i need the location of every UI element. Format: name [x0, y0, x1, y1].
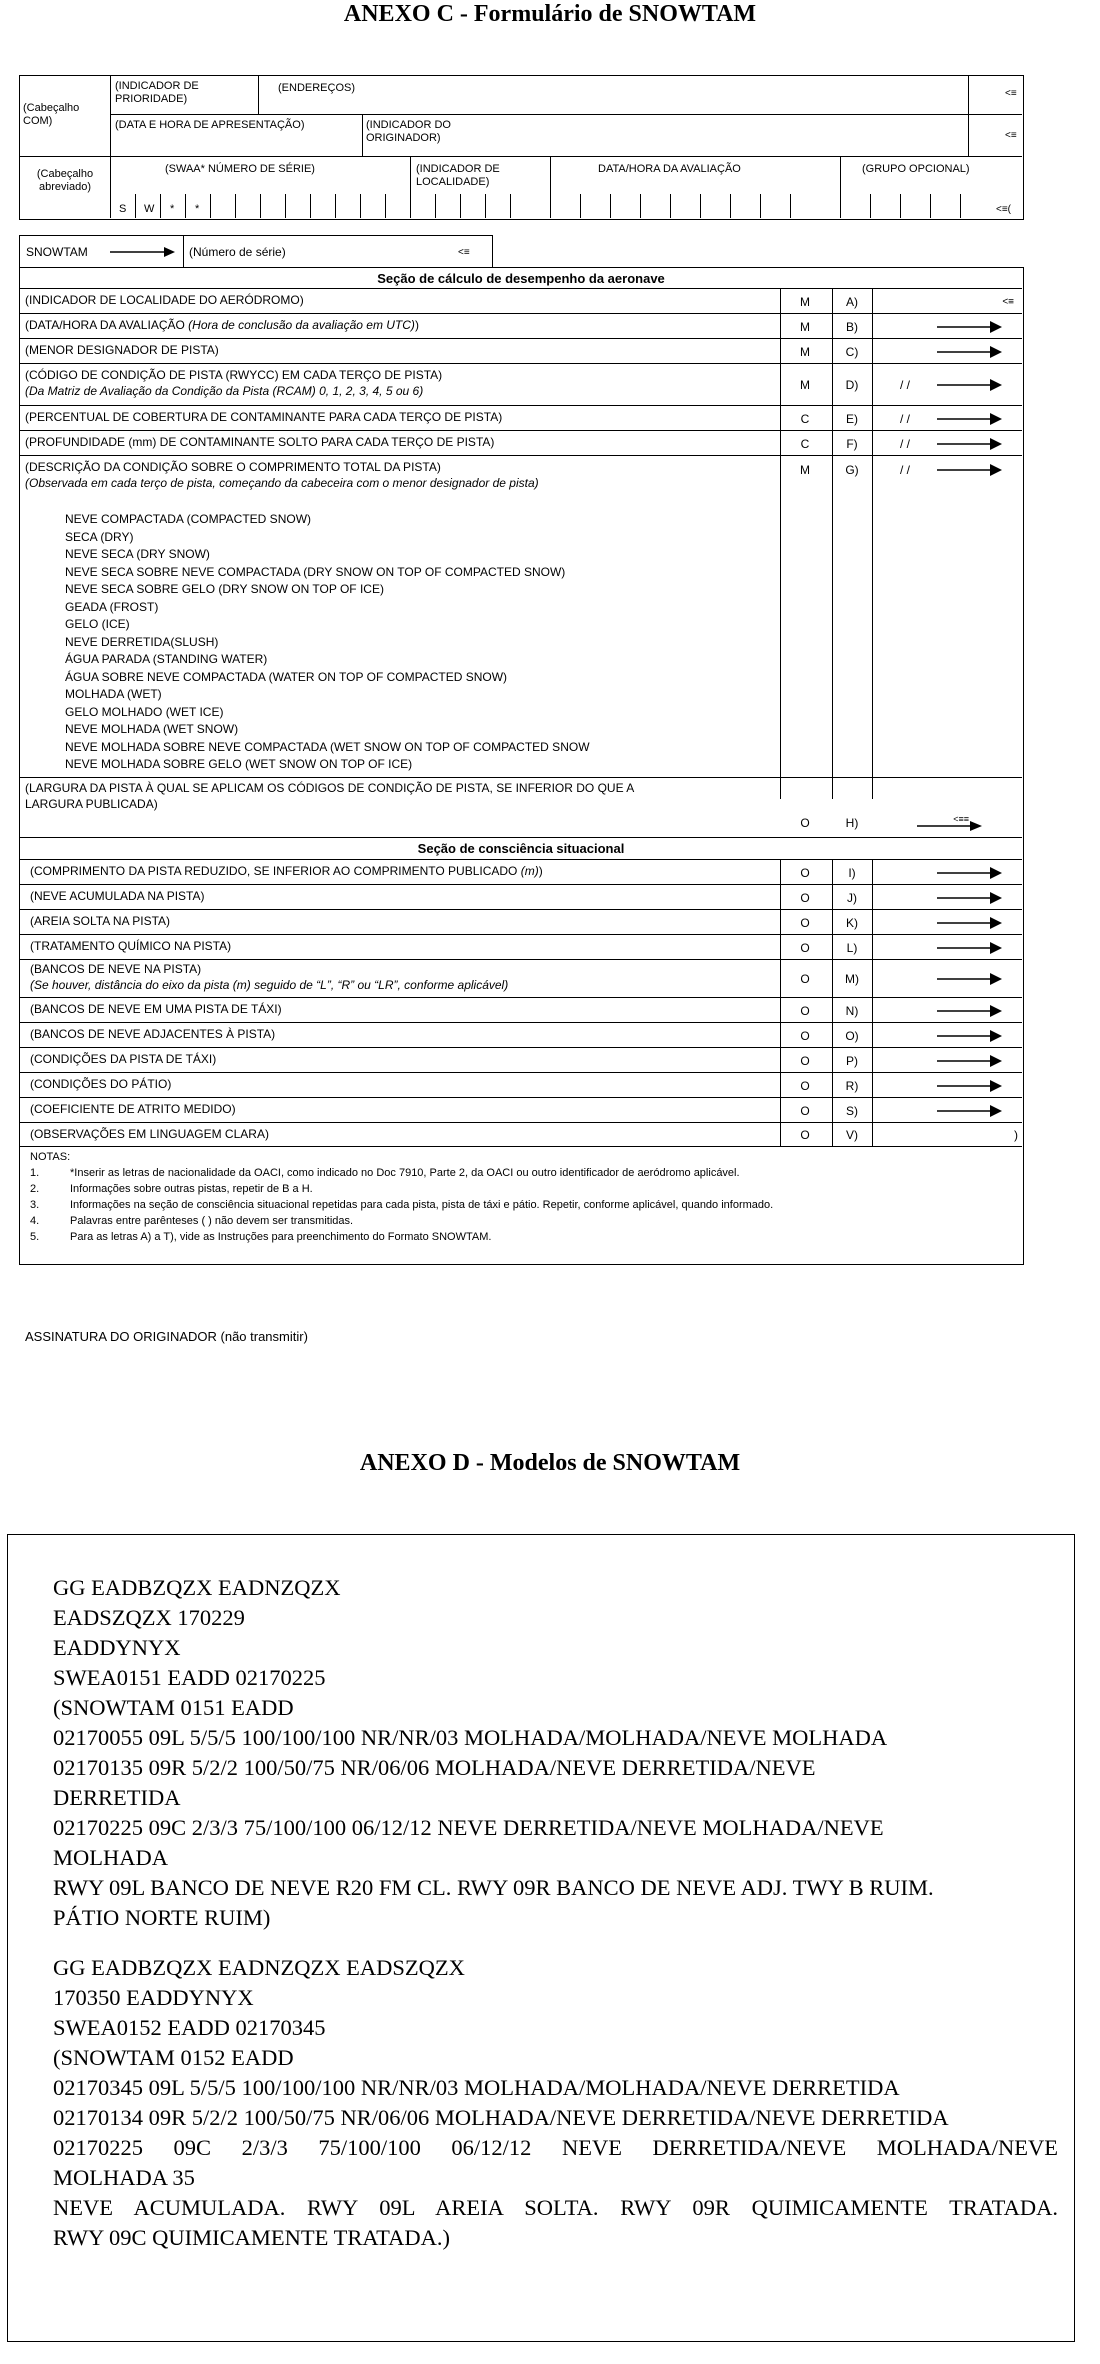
condition-item: SECA (DRY)	[65, 529, 134, 544]
note-item: 1. *Inserir as letras de nacionalidade da OACI, como indicado no Doc 7910, Parte 2, da OACI ou outro identificador de aeródromo aplicável.	[30, 1167, 740, 1179]
row-label: (AREIA SOLTA NA PISTA)	[30, 914, 171, 928]
arrow-icon	[937, 1079, 1002, 1093]
row-n	[20, 997, 1022, 1023]
field-letter: N)	[845, 1003, 859, 1018]
message-line: GG EADBZQZX EADNZQZX EADSZQZX	[53, 1955, 465, 1980]
message-line: MOLHADA 35	[53, 2165, 195, 2190]
field-letter: V)	[846, 1128, 858, 1142]
mandatory-flag: C	[800, 436, 810, 451]
row-i	[20, 859, 1022, 885]
condition-item: NEVE SECA (DRY SNOW)	[65, 547, 210, 561]
row-label: (COEFICIENTE DE ATRITO MEDIDO)	[30, 1102, 236, 1116]
row-label: (LARGURA DA PISTA À QUAL SE APLICAM OS CÓDIGOS DE CONDIÇÃO DE PISTA, SE INFERIOR DO QUE A	[25, 781, 635, 795]
row-label: (PROFUNDIDADE (mm) DE CONTAMINANTE SOLTO PARA CADA TERÇO DE PISTA)	[25, 435, 495, 449]
note-item: 3. Informações na seção de consciência situacional repetidas para cada pista, pista de táxi e pátio. Repetir, conforme aplicável, quando informado.	[30, 1199, 774, 1211]
section-aircraft-performance: Seção de cálculo de desempenho da aeronave	[377, 271, 665, 286]
field-letter: G)	[845, 463, 859, 477]
condition-item: NEVE COMPACTADA (COMPACTED SNOW)	[65, 512, 312, 526]
end-of-line-symbol: <≡	[458, 247, 470, 258]
field-letter: B)	[846, 319, 858, 334]
snowtam-label: SNOWTAM	[26, 245, 88, 259]
row-k	[20, 909, 1022, 935]
message-line: 02170345 09L 5/5/5 100/100/100 NR/NR/03 MOLHADA/MOLHADA/NEVE DERRETIDA	[53, 2075, 900, 2100]
condition-item: ÁGUA PARADA (STANDING WATER)	[65, 652, 268, 666]
message-line: 170350 EADDYNYX	[53, 1985, 254, 2010]
mandatory-flag: C	[800, 411, 810, 426]
arrow-icon	[937, 891, 1002, 905]
row-label: (NEVE ACUMULADA NA PISTA)	[30, 889, 205, 903]
field-letter: H)	[845, 816, 859, 830]
serial-number-label: (Número de série)	[189, 245, 286, 259]
filing-datetime-label: (DATA E HORA DE APRESENTAÇÃO)	[115, 119, 305, 131]
arrow-icon	[110, 246, 175, 258]
condition-item: MOLHADA (WET)	[65, 687, 162, 701]
row-l	[20, 934, 1022, 960]
optional-flag: O	[800, 890, 810, 905]
arrow-icon	[937, 1004, 1002, 1018]
letter-star: *	[170, 203, 175, 215]
snowtam-form-table	[19, 267, 1024, 1265]
row-label: (CONDIÇÕES DO PÁTIO)	[30, 1077, 172, 1091]
originator-indicator-label: (INDICADOR DO ORIGINADOR)	[366, 119, 451, 144]
field-letter: D)	[845, 378, 859, 392]
field-letter: R)	[845, 1078, 859, 1093]
section-title: Seção de consciência situacional	[417, 841, 625, 856]
field-letter: C)	[845, 344, 859, 359]
snowtam-message-2	[53, 1953, 1058, 2253]
row-j	[20, 884, 1022, 910]
row-d	[20, 363, 1022, 406]
condition-item: NEVE SECA SOBRE NEVE COMPACTADA (DRY SNOW ON TOP OF COMPACTED SNOW)	[65, 564, 566, 579]
optional-group-label: (GRUPO OPCIONAL)	[862, 163, 970, 175]
message-line: 02170225 09C 2/3/3 75/100/100 06/12/12 NEVE DERRETIDA/NEVE MOLHADA/NEVE	[53, 2135, 1058, 2160]
row-label: (CONDIÇÕES DA PISTA DE TÁXI)	[30, 1052, 217, 1066]
separator-slashes: / /	[900, 463, 911, 477]
row-o	[20, 1022, 1022, 1048]
row-label: (COMPRIMENTO DA PISTA REDUZIDO, SE INFERIOR AO COMPRIMENTO PUBLICADO	[30, 864, 521, 878]
message-line: SWEA0152 EADD 02170345	[53, 2015, 326, 2040]
row-label: (BANCOS DE NEVE ADJACENTES À PISTA)	[30, 1027, 276, 1041]
note-item: 4. Palavras entre parênteses ( ) não devem ser transmitidas.	[30, 1215, 354, 1227]
message-line: 02170134 09R 5/2/2 100/50/75 NR/06/06 MOLHADA/NEVE DERRETIDA/NEVE DERRETIDA	[53, 2105, 949, 2130]
arrow-icon	[937, 320, 1002, 334]
optional-flag: O	[800, 1103, 810, 1118]
field-letter: O)	[845, 1028, 859, 1043]
condition-list	[65, 511, 590, 774]
letter-s: S	[119, 203, 127, 215]
row-r	[20, 1072, 1022, 1098]
row-label: (BANCOS DE NEVE NA PISTA)	[30, 962, 202, 976]
arrow-icon	[937, 378, 1002, 392]
optional-flag: O	[800, 1028, 810, 1043]
row-label: (OBSERVAÇÕES EM LINGUAGEM CLARA)	[30, 1127, 269, 1141]
row-label: (DATA/HORA DA AVALIAÇÃO	[25, 318, 189, 332]
location-indicator-label: (INDICADOR DE LOCALIDADE)	[416, 163, 500, 188]
message-line: NEVE ACUMULADA. RWY 09L AREIA SOLTA. RWY 09R QUIMICAMENTE TRATADA.	[53, 2195, 1058, 2220]
separator-slashes: / /	[900, 436, 911, 451]
row-label: (PERCENTUAL DE COBERTURA DE CONTAMINANTE PARA CADA TERÇO DE PISTA)	[25, 410, 503, 424]
row-label-italic: (Hora de conclusão da avaliação em UTC)	[188, 318, 415, 332]
message-line: GG EADBZQZX EADNZQZX	[53, 1575, 341, 1600]
separator-slashes: / /	[900, 378, 911, 392]
message-line: DERRETIDA	[53, 1785, 181, 1810]
mandatory-flag: M	[800, 344, 810, 359]
field-letter: I)	[848, 865, 856, 880]
field-letter: E)	[846, 411, 858, 426]
note-item: 2. Informações sobre outras pistas, repetir de B a H.	[30, 1183, 313, 1195]
mandatory-flag: M	[800, 463, 810, 477]
optional-flag: O	[800, 1078, 810, 1093]
arrow-icon	[937, 1054, 1002, 1068]
row-f	[20, 430, 1022, 456]
message-line: RWY 09C QUIMICAMENTE TRATADA.)	[53, 2225, 450, 2250]
arrow-icon	[937, 463, 1002, 477]
optional-flag: O	[800, 972, 810, 986]
condition-item: NEVE MOLHADA SOBRE GELO (WET SNOW ON TOP OF ICE)	[65, 757, 413, 771]
arrow-icon	[937, 916, 1002, 930]
arrow-icon	[937, 1104, 1002, 1118]
arrow-icon	[937, 1029, 1002, 1043]
field-letter: K)	[846, 915, 858, 930]
message-line: EADSZQZX 170229	[53, 1605, 245, 1630]
condition-item: NEVE MOLHADA SOBRE NEVE COMPACTADA (WET SNOW ON TOP OF COMPACTED SNOW	[65, 739, 590, 754]
message-line: 02170225 09C 2/3/3 75/100/100 06/12/12 NEVE DERRETIDA/NEVE MOLHADA/NEVE	[53, 1815, 884, 1840]
row-e	[20, 405, 1022, 431]
condition-item: GELO (ICE)	[65, 617, 130, 631]
message-line: PÁTIO NORTE RUIM)	[53, 1905, 271, 1930]
message-line: RWY 09L BANCO DE NEVE R20 FM CL. RWY 09R BANCO DE NEVE ADJ. TWY B RUIM.	[53, 1875, 934, 1900]
row-label-italic: (Se houver, distância do eixo da pista (m) seguido de “L”, “R” ou “LR”, conforme aplicável)	[30, 978, 509, 992]
row-label-tail: )	[414, 318, 419, 332]
arrow-icon	[937, 412, 1002, 426]
row-m	[20, 959, 1022, 998]
arrow-icon	[937, 972, 1002, 986]
letter-w: W	[144, 203, 155, 215]
row-a	[20, 288, 1022, 314]
message-line: MOLHADA	[53, 1845, 168, 1870]
field-letter: L)	[846, 940, 858, 955]
condition-item: NEVE DERRETIDA(SLUSH)	[65, 634, 219, 649]
row-label: (MENOR DESIGNADOR DE PISTA)	[25, 343, 219, 357]
end-of-line-symbol: <≡	[1002, 296, 1014, 307]
field-letter: F)	[846, 436, 858, 451]
mandatory-flag: M	[800, 294, 810, 309]
end-of-line-symbol: <≡	[1005, 88, 1017, 99]
row-v	[20, 1122, 1022, 1147]
field-letter: S)	[846, 1103, 858, 1118]
optional-flag: O	[800, 865, 810, 880]
notes-section	[20, 1146, 1022, 1265]
optional-flag: O	[800, 1128, 810, 1142]
row-b	[20, 313, 1022, 339]
row-label-tail: )	[538, 864, 543, 878]
notes-title: NOTAS:	[30, 1151, 71, 1163]
message-line: EADDYNYX	[53, 1635, 181, 1660]
row-s	[20, 1097, 1022, 1123]
arrow-icon	[937, 941, 1002, 955]
row-label: (BANCOS DE NEVE EM UMA PISTA DE TÁXI)	[30, 1002, 282, 1016]
optional-flag: O	[800, 915, 810, 930]
closing-paren: )	[1014, 1128, 1018, 1142]
condition-item: GELO MOLHADO (WET ICE)	[65, 704, 224, 719]
row-label-italic: (Da Matriz de Avaliação da Condição da Pista (RCAM) 0, 1, 2, 3, 4, 5 ou 6)	[25, 384, 424, 398]
com-header-label: (Cabeçalho COM)	[23, 102, 80, 127]
arrow-icon	[937, 345, 1002, 359]
originator-signature-label: ASSINATURA DO ORIGINADOR (não transmitir)	[25, 1329, 308, 1344]
mandatory-flag: O	[800, 816, 810, 830]
assessment-datetime-label: DATA/HORA DA AVALIAÇÃO	[598, 163, 741, 175]
row-label-line2: LARGURA PUBLICADA)	[25, 797, 158, 811]
priority-indicator-label: (INDICADOR DE PRIORIDADE)	[115, 80, 199, 105]
row-label: (TRATAMENTO QUÍMICO NA PISTA)	[30, 939, 232, 953]
annex-d-title: ANEXO D - Modelos de SNOWTAM	[359, 1450, 741, 1476]
field-letter: A)	[846, 294, 858, 309]
field-letter: M)	[845, 972, 859, 986]
arrow-icon	[937, 866, 1002, 880]
row-label-italic: (Observada em cada terço de pista, começando da cabeceira com o menor designador de pista)	[25, 476, 539, 490]
end-of-line-symbol: <≡(	[996, 204, 1012, 215]
separator-slashes: / /	[900, 411, 911, 426]
note-item: 5. Para as letras A) a T), vide as Instruções para preenchimento do Formato SNOWTAM.	[30, 1231, 492, 1243]
end-of-line-symbol: <≡≡	[953, 814, 969, 824]
snowtam-message-1	[53, 1573, 1058, 1933]
mandatory-flag: M	[800, 378, 810, 392]
field-letter: J)	[847, 890, 857, 905]
arrow-icon	[937, 437, 1002, 451]
com-header-block	[19, 75, 1024, 220]
row-h	[20, 777, 1022, 838]
row-c	[20, 338, 1022, 364]
row-g	[20, 455, 1022, 778]
section-situational-awareness	[20, 837, 1022, 860]
end-of-line-symbol: <≡	[1005, 130, 1017, 141]
abbreviated-header-label: (Cabeçalho abreviado)	[36, 168, 94, 193]
optional-flag: O	[800, 940, 810, 955]
row-label: (CÓDIGO DE CONDIÇÃO DE PISTA (RWYCC) EM CADA TERÇO DE PISTA)	[25, 368, 443, 382]
condition-item: NEVE MOLHADA (WET SNOW)	[65, 722, 239, 736]
message-line: (SNOWTAM 0152 EADD	[53, 2045, 294, 2070]
mandatory-flag: M	[800, 319, 810, 334]
message-line: 02170055 09L 5/5/5 100/100/100 NR/NR/03 MOLHADA/MOLHADA/NEVE MOLHADA	[53, 1725, 888, 1750]
snowtam-line	[19, 235, 493, 267]
message-line: SWEA0151 EADD 02170225	[53, 1665, 326, 1690]
condition-item: ÁGUA SOBRE NEVE COMPACTADA (WATER ON TOP OF COMPACTED SNOW)	[65, 669, 508, 684]
addresses-label: (ENDEREÇOS)	[278, 82, 356, 94]
swaa-serial-label: (SWAA* NÚMERO DE SÉRIE)	[165, 163, 315, 175]
letter-star: *	[195, 203, 200, 215]
optional-flag: O	[800, 1053, 810, 1068]
optional-flag: O	[800, 1003, 810, 1018]
annex-c-title: ANEXO C - Formulário de SNOWTAM	[343, 1, 757, 27]
row-label: (INDICADOR DE LOCALIDADE DO AERÓDROMO)	[25, 293, 304, 307]
row-label-italic: (m)	[520, 864, 539, 878]
message-line: (SNOWTAM 0151 EADD	[53, 1695, 294, 1720]
row-label: (DESCRIÇÃO DA CONDIÇÃO SOBRE O COMPRIMENTO TOTAL DA PISTA)	[25, 460, 441, 474]
field-letter: P)	[846, 1053, 858, 1068]
row-p	[20, 1047, 1022, 1073]
arrow-icon	[917, 820, 982, 832]
condition-item: GEADA (FROST)	[65, 599, 159, 614]
condition-item: NEVE SECA SOBRE GELO (DRY SNOW ON TOP OF ICE)	[65, 582, 384, 596]
message-line: 02170135 09R 5/2/2 100/50/75 NR/06/06 MOLHADA/NEVE DERRETIDA/NEVE	[53, 1755, 816, 1780]
